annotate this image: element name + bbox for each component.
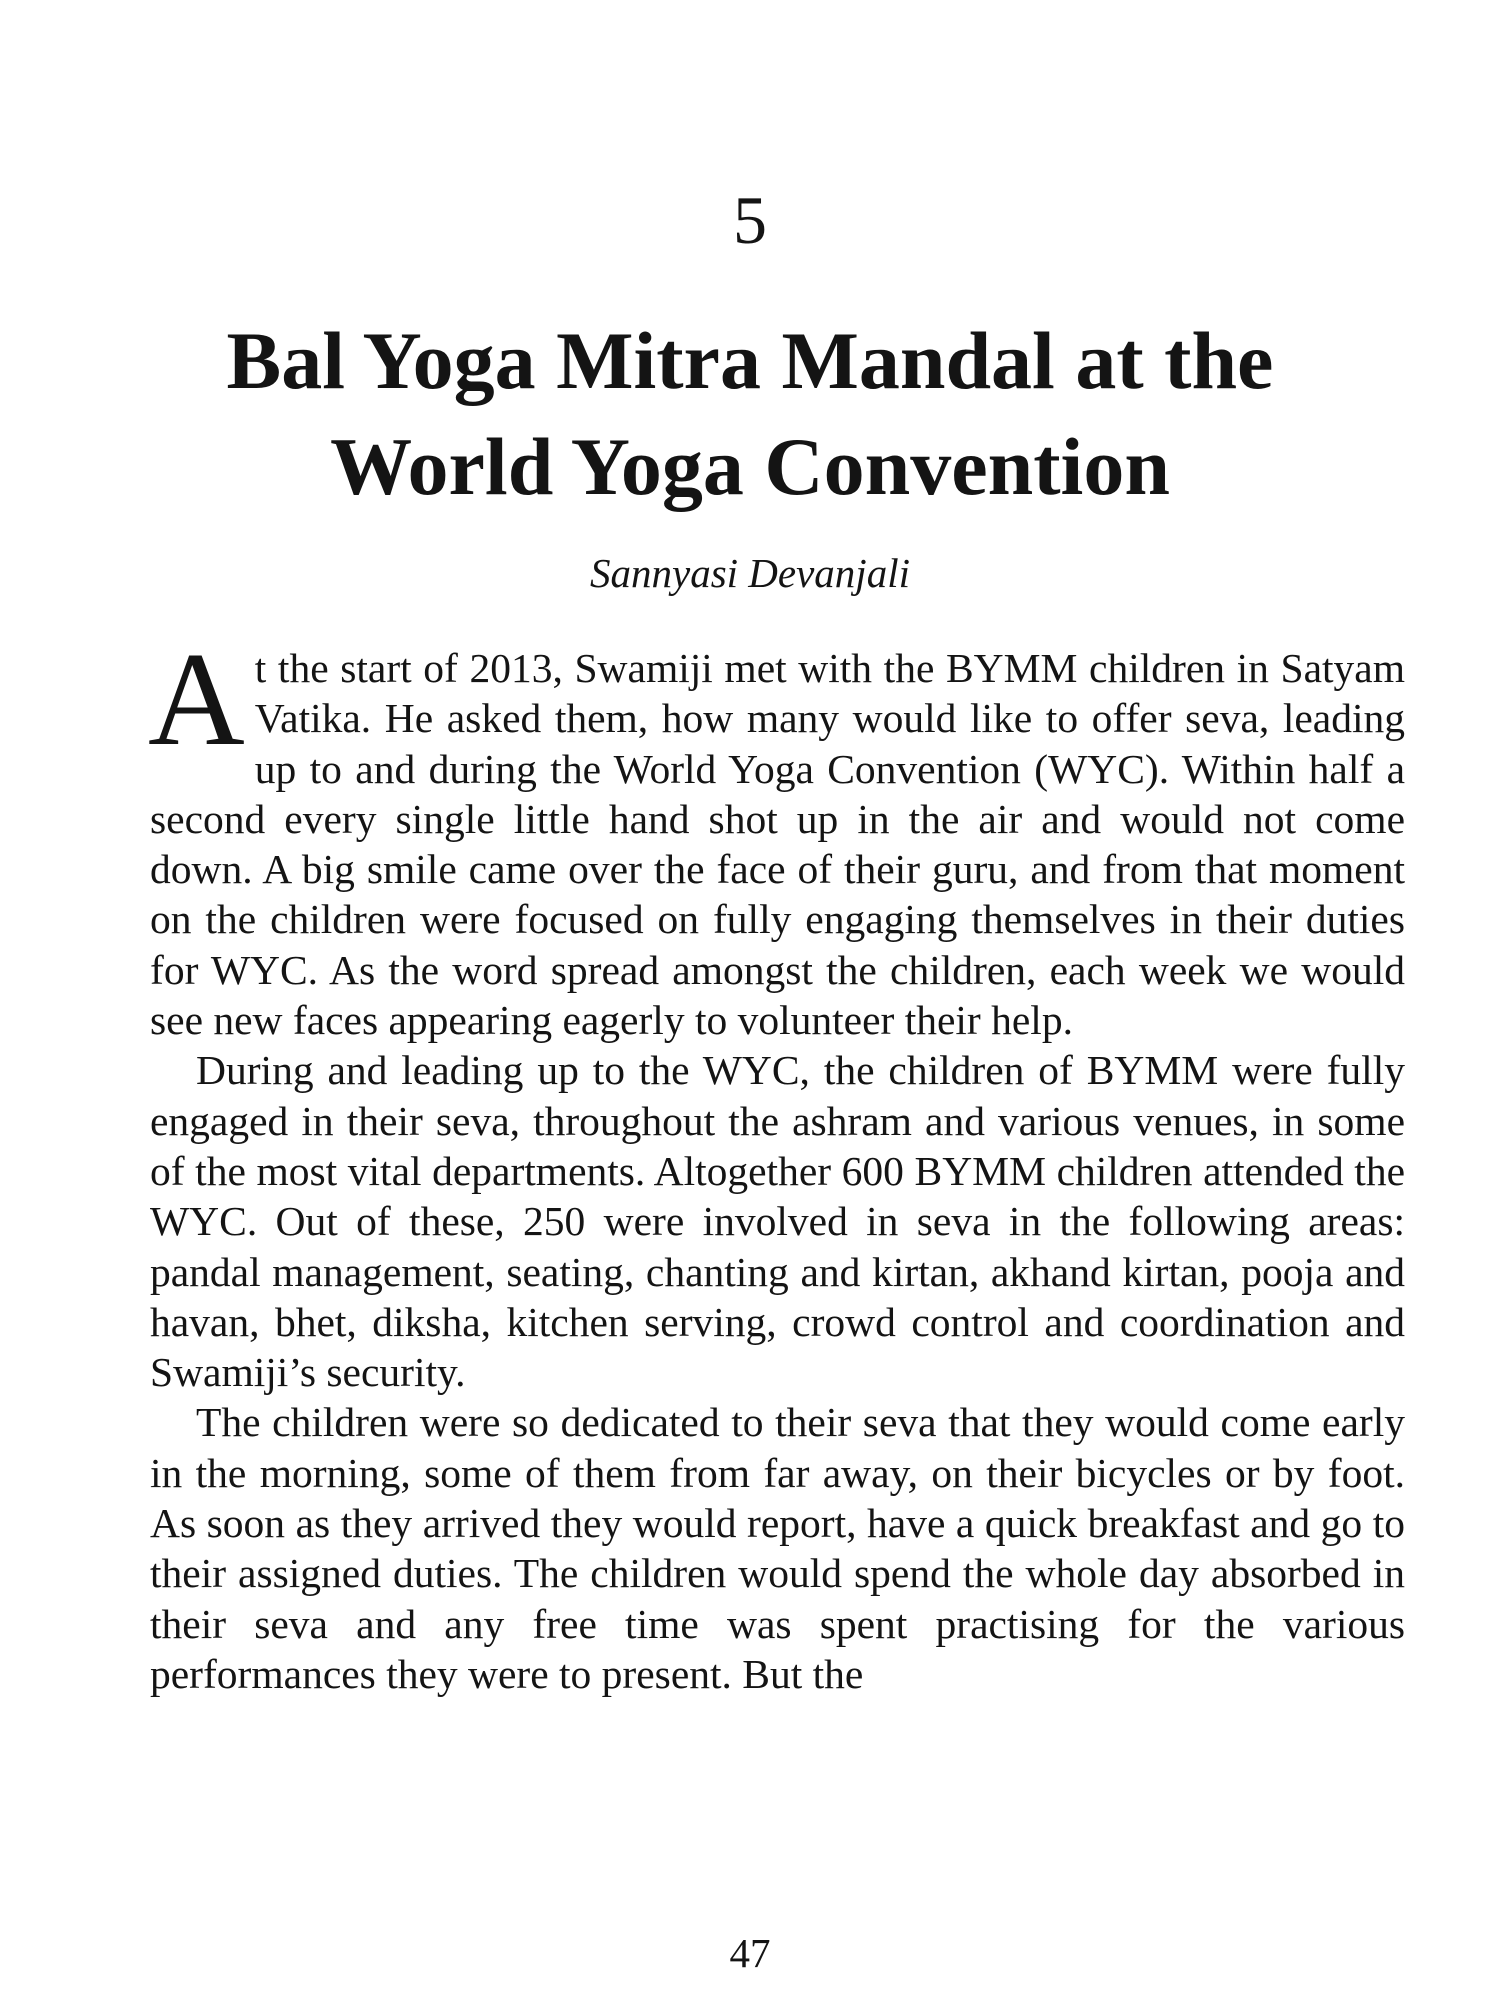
paragraph-1-text: t the start of 2013, Swamiji met with the BYMM children in Satyam Vatika. He asked them, how many would like to offer seva, leading up to and during the World Yoga Convention (WYC). Within half a second every single little hand shot up in the air and would not come down. A big smile came over the face of their guru, and from that moment on the children were focused on fully engaging themselves in their duties for WYC. As the word spread amongst the children, each week we would see new faces appearing eagerly to volunteer their help. (150, 645, 1405, 1044)
drop-cap: A (148, 625, 245, 773)
chapter-title-line-1: Bal Yoga Mitra Mandal at the (226, 315, 1274, 406)
paragraph-2: During and leading up to the WYC, the children of BYMM were fully engaged in their seva, throughout the ashram and various venues, in some of the most vital departments. Altogether 600 BYMM children attended the WYC. Out of these, 250 were involved in seva in the following areas: pandal management, seating, chanting and kirtan, akhand kirtan, pooja and havan, bhet, diksha, kitchen serving, crowd control and coordination and Swamiji’s security. (150, 1047, 1405, 1396)
chapter-number: 5 (733, 182, 767, 258)
chapter-title-line-2: World Yoga Convention (330, 421, 1170, 512)
page-number: 47 (729, 1930, 771, 1976)
paragraph-1 (148, 625, 1405, 1045)
chapter-title (120, 308, 1380, 520)
body-text (148, 625, 1405, 1699)
author-byline: Sannyasi Devanjali (590, 550, 910, 596)
paragraph-3: The children were so dedicated to their seva that they would come early in the morning, some of them from far away, on their bicycles or by foot. As soon as they arrived they would report, have a quick breakfast and go to their assigned duties. The children would spend the whole day absorbed in their seva and any free time was spent practising for the various performances they were to present. But the (150, 1399, 1405, 1697)
